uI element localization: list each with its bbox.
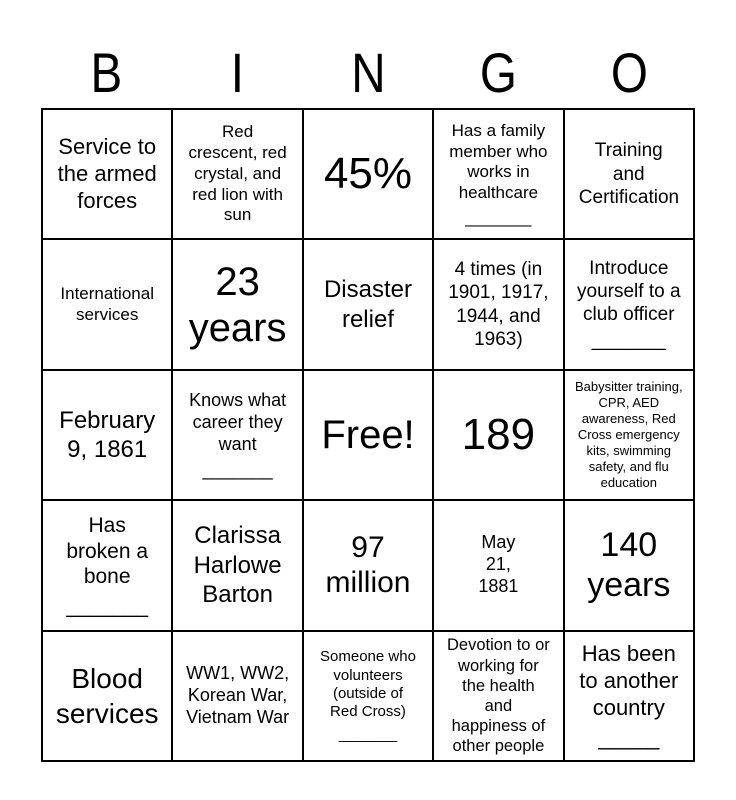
cell-text: Someone who volunteers (outside of Red Cross): [320, 648, 416, 721]
cell-text: Red crescent, red crystal, and red lion with sun: [188, 122, 287, 225]
bingo-letter-i: I: [230, 41, 244, 104]
bingo-cell-r1c3[interactable]: [304, 110, 432, 238]
bingo-cell-r1c4[interactable]: [434, 110, 562, 238]
write-in-blank: _______: [338, 725, 398, 743]
cell-text: International services: [60, 283, 154, 324]
cell-text: Babysitter training, CPR, AED awareness, Red Cross emergency kits, swimming safety, and flu education: [574, 379, 683, 490]
bingo-letter-b: B: [90, 41, 123, 104]
bingo-cell-r2c3[interactable]: [304, 240, 432, 368]
cell-text: Has been to another country: [579, 640, 679, 720]
bingo-cell-r1c2[interactable]: [173, 110, 301, 238]
bingo-cell-r4c2[interactable]: [173, 501, 301, 629]
bingo-card: [41, 0, 695, 762]
cell-text: 97 million: [325, 531, 411, 600]
write-in-blank: _______: [465, 207, 532, 227]
cell-text: 189: [461, 409, 536, 459]
cell-text: 23 years: [188, 259, 287, 350]
write-in-blank: _______: [591, 330, 666, 352]
bingo-cell-r4c4[interactable]: [434, 501, 562, 629]
bingo-cell-r1c1[interactable]: [43, 110, 171, 238]
bingo-cell-r5c4[interactable]: [434, 632, 562, 760]
write-in-blank: _______: [66, 594, 149, 618]
cell-text: Clarissa Harlowe Barton: [193, 522, 282, 609]
free-space-text: Free!: [321, 412, 415, 457]
bingo-cell-r5c2[interactable]: [173, 632, 301, 760]
cell-text: Devotion to or working for the health and happiness of other people: [447, 636, 550, 756]
bingo-cell-free[interactable]: [304, 371, 432, 499]
bingo-cell-r5c1[interactable]: [43, 632, 171, 760]
bingo-cell-r5c5[interactable]: [565, 632, 693, 760]
bingo-cell-r4c3[interactable]: [304, 501, 432, 629]
cell-text: 4 times (in 1901, 1917, 1944, and 1963): [448, 259, 549, 350]
bingo-cell-r4c1[interactable]: [43, 501, 171, 629]
bingo-cell-r4c5[interactable]: [565, 501, 693, 629]
cell-text: Has a family member who works in healthcare: [449, 120, 548, 203]
cell-text: 140 years: [587, 526, 671, 605]
bingo-cell-r1c5[interactable]: [565, 110, 693, 238]
bingo-cell-r3c1[interactable]: [43, 371, 171, 499]
write-in-blank: _______: [202, 459, 273, 480]
bingo-letter-o: O: [611, 41, 649, 104]
bingo-grid: [41, 108, 695, 762]
bingo-cell-r3c2[interactable]: [173, 371, 301, 499]
bingo-cell-r2c2[interactable]: [173, 240, 301, 368]
bingo-cell-r3c4[interactable]: [434, 371, 562, 499]
cell-text: Introduce yourself to a club officer: [577, 257, 681, 326]
cell-text: May 21, 1881: [478, 532, 519, 597]
cell-text: February 9, 1861: [59, 406, 156, 463]
cell-text: Blood services: [55, 662, 159, 729]
cell-text: Service to the armed forces: [57, 133, 157, 213]
bingo-cell-r3c5[interactable]: [565, 371, 693, 499]
bingo-cell-r2c4[interactable]: [434, 240, 562, 368]
write-in-blank: _____: [598, 725, 660, 751]
cell-text: WW1, WW2, Korean War, Vietnam War: [186, 662, 290, 727]
cell-text: Knows what career they want: [189, 389, 287, 454]
bingo-cell-r2c5[interactable]: [565, 240, 693, 368]
cell-text: 45%: [323, 149, 413, 198]
cell-text: Training and Certification: [578, 140, 680, 208]
bingo-letter-n: N: [350, 41, 386, 104]
bingo-letter-g: G: [480, 41, 518, 104]
bingo-cell-r5c3[interactable]: [304, 632, 432, 760]
cell-text: Disaster relief: [323, 276, 412, 333]
cell-text: Has broken a bone: [66, 513, 149, 589]
bingo-title: [41, 41, 695, 104]
bingo-cell-r2c1[interactable]: [43, 240, 171, 368]
